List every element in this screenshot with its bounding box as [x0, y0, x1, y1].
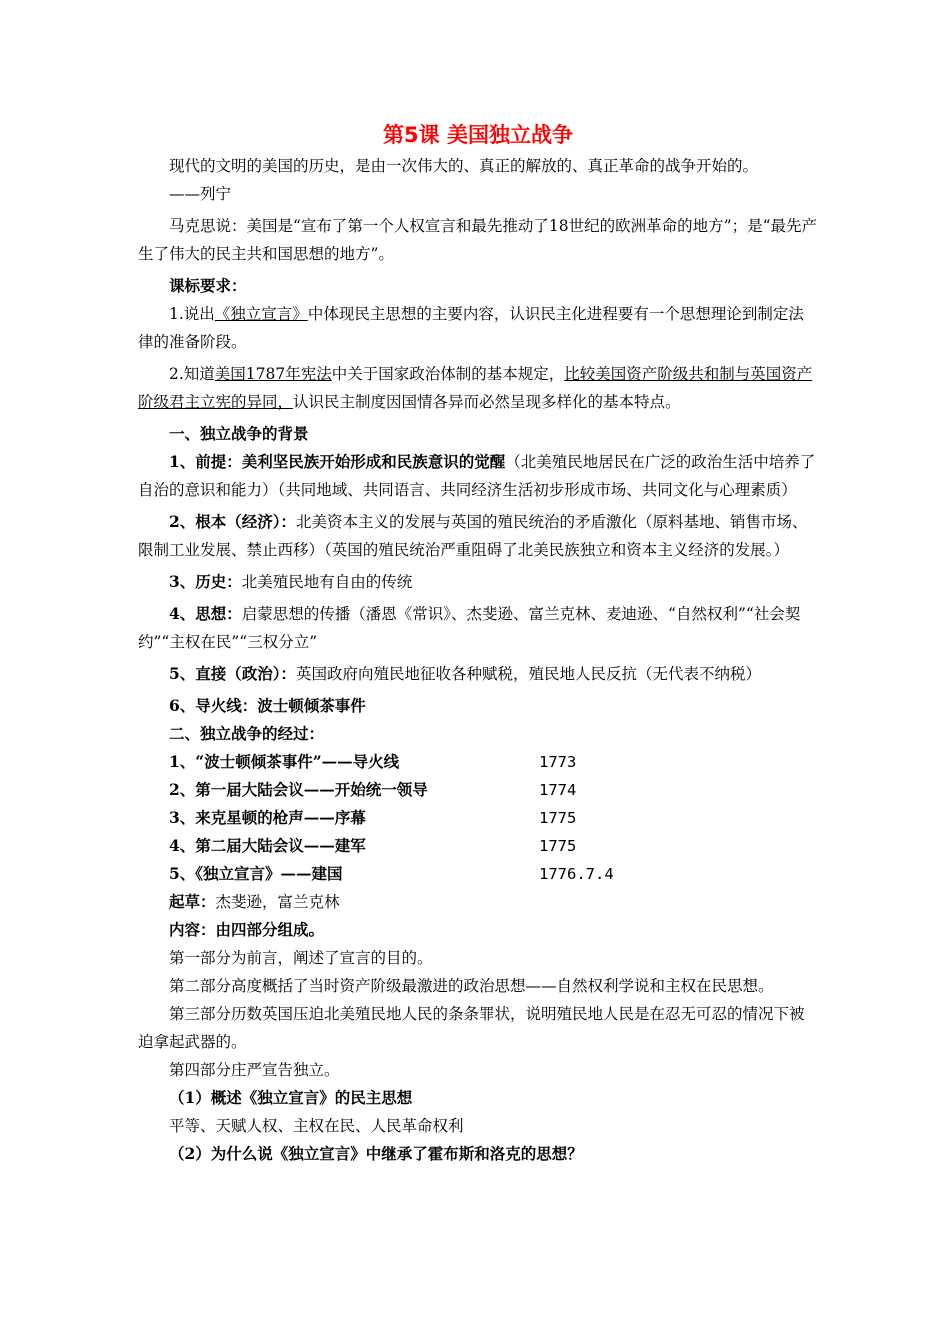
text: 启蒙思想的传播（潘恩《常识》、杰斐逊、富兰克林、麦迪逊、“自然权利”“社会契约”“主权在民”“三权分立”	[138, 605, 801, 651]
bold-text: 3、历史：	[169, 572, 242, 591]
event-row	[138, 860, 818, 888]
text: 英国政府向殖民地征收各种赋税，殖民地人民反抗（无代表不纳税）	[296, 665, 762, 683]
event-label: 5、《独立宣言》——建国	[169, 864, 343, 883]
text: 北美殖民地有自由的传统	[241, 573, 413, 591]
text: 北美资本主义的发展与英国的殖民统治的矛盾激化（原料基地、销售市场、限制工业发展、禁止西移）（英国的殖民统治严重阻碍了北美民族独立和资本主义经济的发展。）	[138, 513, 808, 559]
standard-item-1	[138, 300, 818, 356]
question-2: （2）为什么说《独立宣言》中继承了霍布斯和洛克的思想？	[169, 1144, 583, 1163]
event-row	[138, 748, 818, 776]
part-4: 第四部分庄严宣告独立。	[169, 1061, 340, 1079]
events-list	[138, 748, 818, 888]
text: （北美殖民地居民在广泛的政治生活中培养了自治的意识和能力）（共同地域、共同语言、共同经济生活初步形成市场、共同文化与心理素质）	[138, 453, 816, 499]
event-label: 4、第二届大陆会议——建军	[169, 836, 366, 855]
event-row	[138, 832, 818, 860]
bold-text: 起草：	[169, 892, 216, 911]
background-6: 6、导火线：波士顿倾茶事件	[169, 696, 366, 715]
text: 1.说出	[169, 305, 215, 323]
event-year: 1773	[539, 753, 577, 771]
event-year: 1775	[539, 809, 577, 827]
bold-text: 1、前提：美利坚民族开始形成和民族意识的觉醒	[169, 452, 506, 471]
background-5	[138, 660, 818, 688]
quote-lenin: 现代的文明的美国的历史，是由一次伟大的、真正的解放的、真正革命的战争开始的。	[169, 157, 759, 175]
draft-line	[138, 888, 818, 916]
text: 中体现民主思想的主要内容，认识民主化进程要有一个思想理论到制定法律的准备阶段。	[138, 305, 804, 351]
section1-heading: 一、独立战争的背景	[169, 424, 309, 443]
event-row	[138, 804, 818, 832]
text: 认识民主制度因国情各异而必然呈现多样化的基本特点。	[293, 393, 681, 411]
event-year: 1774	[539, 781, 577, 799]
standard-item-2	[138, 360, 818, 416]
underlined-text: 美国1787年宪法	[214, 365, 332, 383]
event-label: 3、来克星顿的枪声——序幕	[169, 808, 366, 827]
part-1: 第一部分为前言，阐述了宣言的目的。	[169, 949, 433, 967]
answer-1: 平等、天赋人权、主权在民、人民革命权利	[169, 1117, 464, 1135]
event-year: 1775	[539, 837, 577, 855]
text: 2.知道	[169, 365, 215, 383]
content-line: 内容：由四部分组成。	[169, 920, 325, 939]
background-3	[138, 568, 818, 596]
bold-text: 2、根本（经济）：	[169, 512, 297, 531]
underlined-text: 《独立宣言》	[214, 305, 308, 323]
quote-author: ——列宁	[169, 185, 232, 203]
background-1	[138, 448, 818, 504]
underlined-text: 比较美国资产阶级共和制与英国资产阶级君主立宪的异同，	[138, 365, 813, 411]
text: 中关于国家政治体制的基本规定，	[331, 365, 565, 383]
background-2	[138, 508, 818, 564]
text: 杰斐逊，富兰克林	[215, 893, 340, 911]
event-year: 1776.7.4	[539, 865, 614, 883]
part-2: 第二部分高度概括了当时资产阶级最激进的政治思想——自然权利学说和主权在民思想。	[169, 977, 774, 995]
part-3: 第三部分历数英国压迫北美殖民地人民的条条罪状，说明殖民地人民是在忍无可忍的情况下被迫拿起武器的。	[138, 1005, 805, 1051]
standard-heading: 课标要求：	[169, 276, 247, 295]
event-label: 1、“波士顿倾茶事件”——导火线	[169, 752, 400, 771]
question-1: （1）概述《独立宣言》的民主思想	[169, 1088, 413, 1107]
section2-heading: 二、独立战争的经过：	[169, 724, 325, 743]
event-label: 2、第一届大陆会议——开始统一领导	[169, 780, 428, 799]
event-row	[138, 776, 818, 804]
quote-marx: 马克思说：美国是“宣布了第一个人权宣言和最先推动了18世纪的欧洲革命的地方”；是“最先产生了伟大的民主共和国思想的地方”。	[138, 217, 817, 263]
document-page	[138, 118, 818, 1168]
bold-text: 4、思想：	[169, 604, 242, 623]
bold-text: 5、直接（政治）：	[169, 664, 297, 683]
page-title: 第5课 美国独立战争	[383, 123, 573, 147]
background-4	[138, 600, 818, 656]
